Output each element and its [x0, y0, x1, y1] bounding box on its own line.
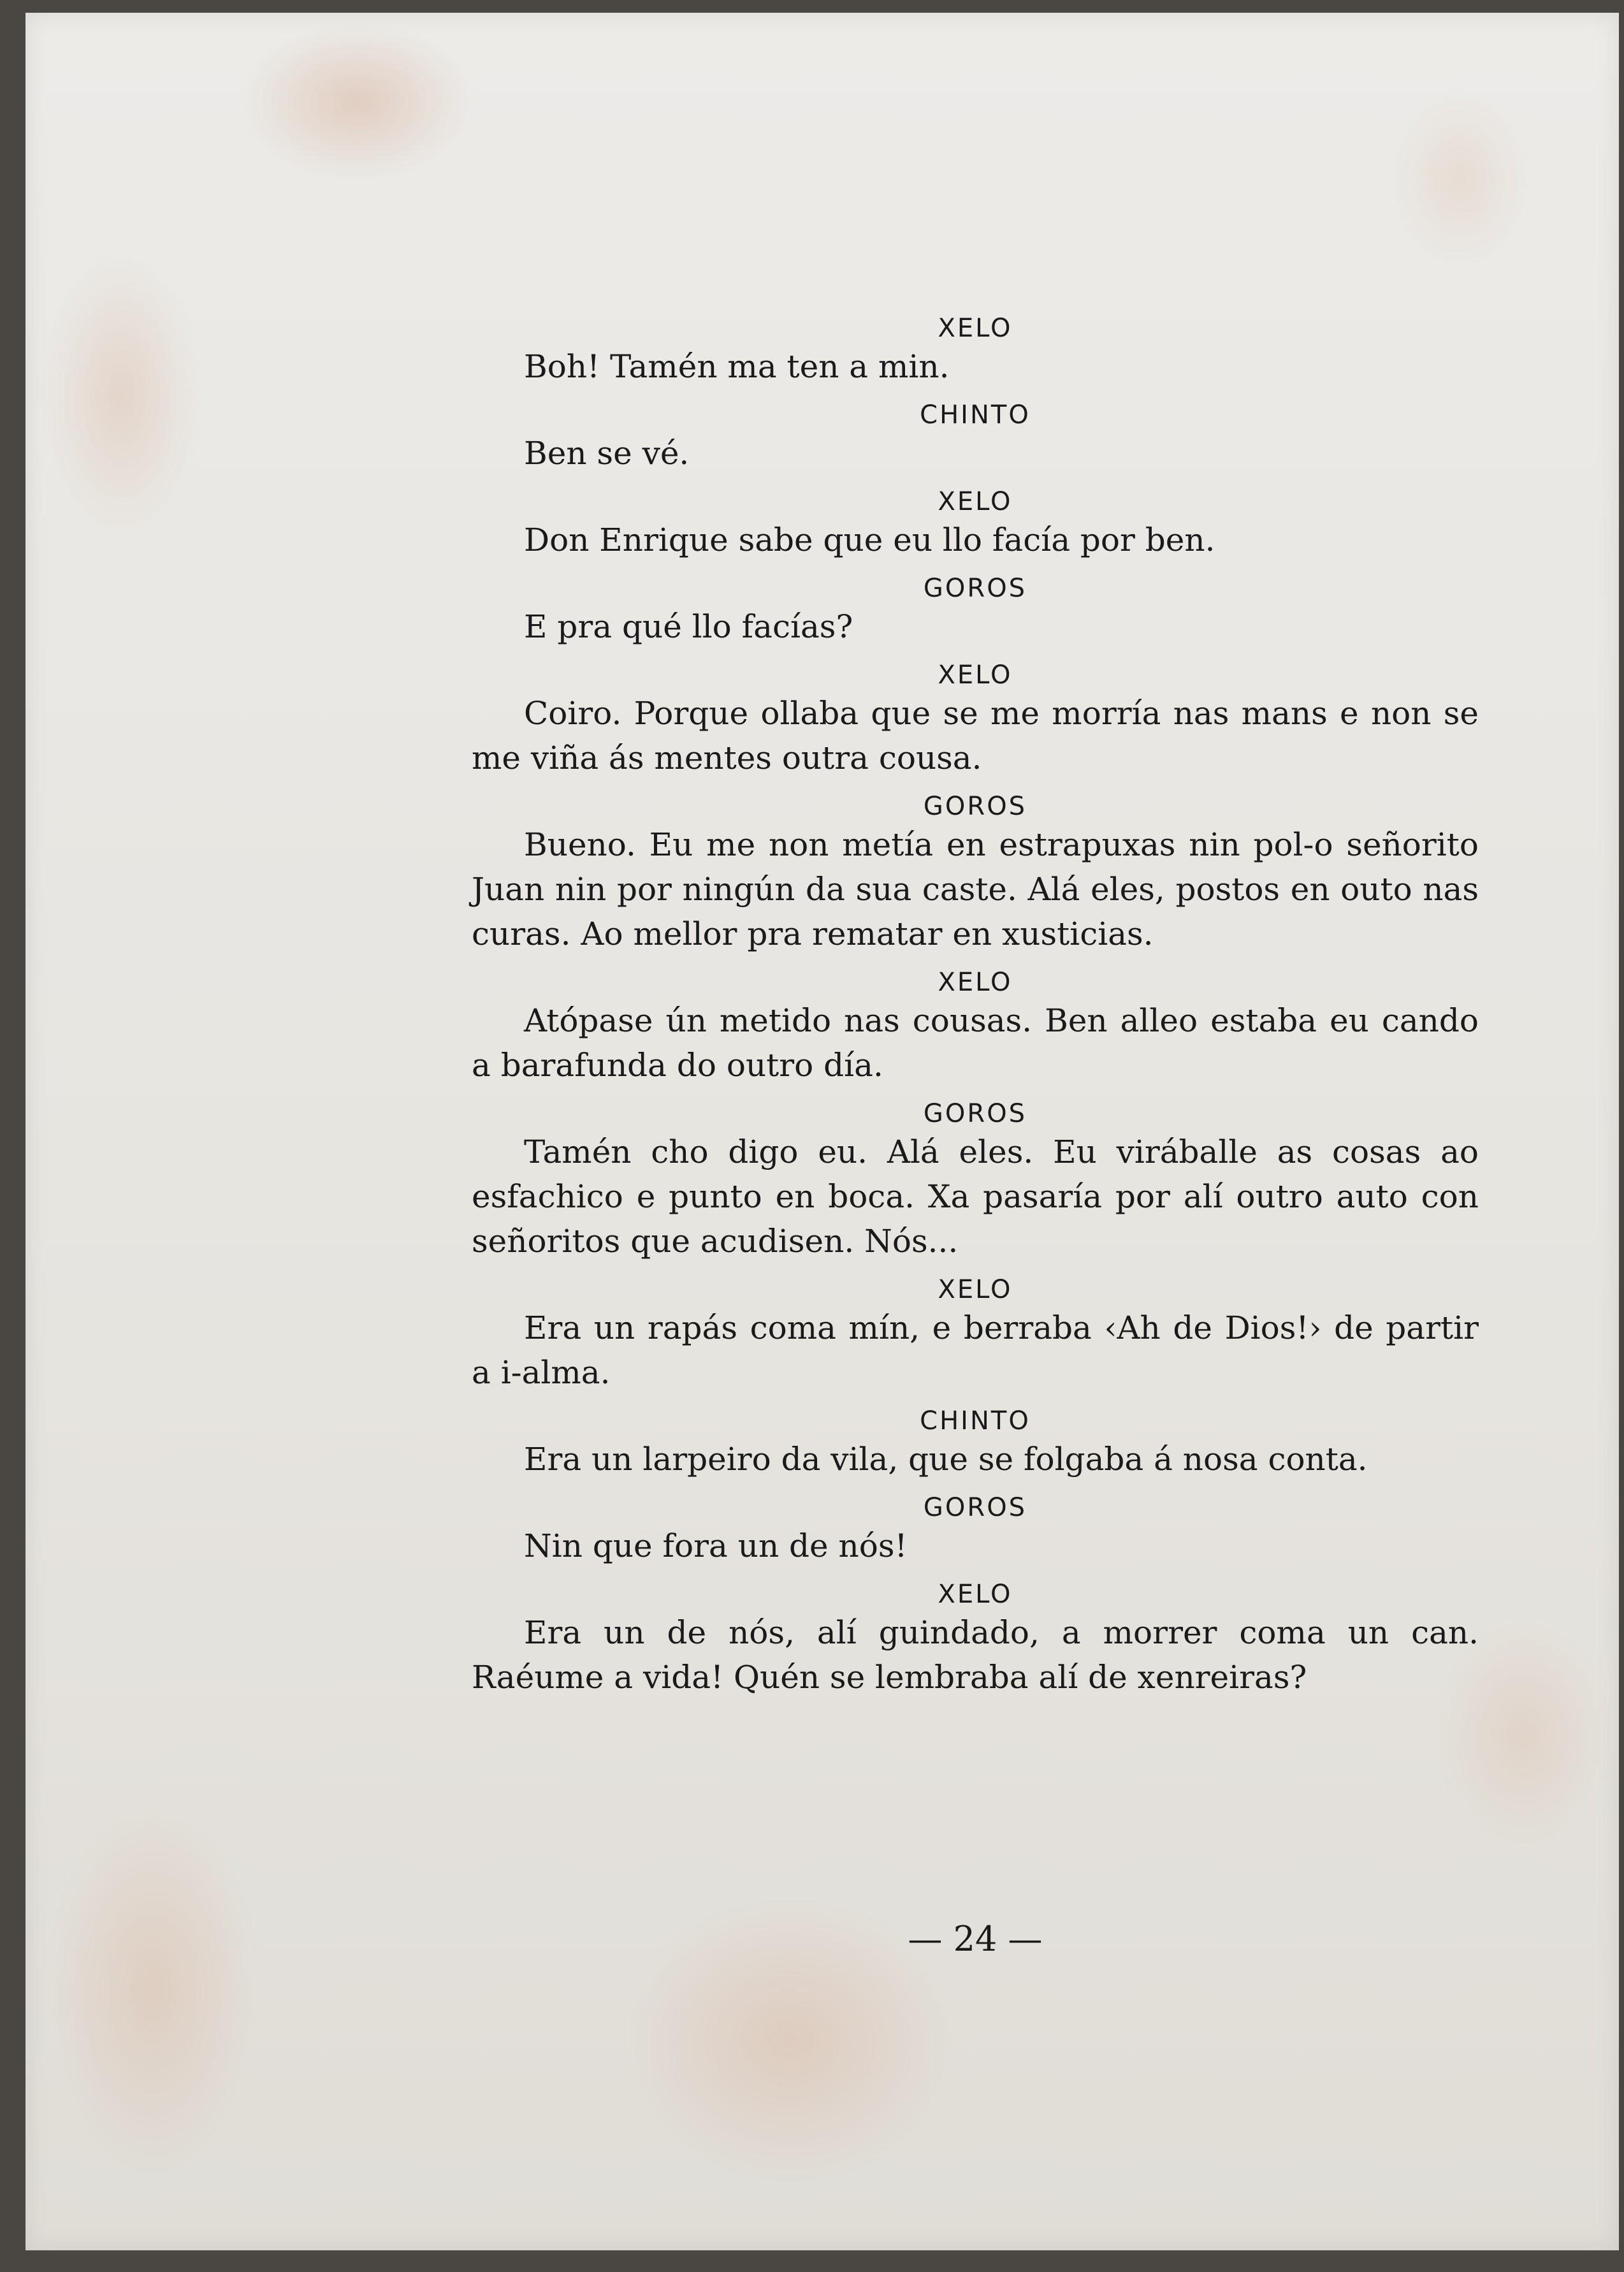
speaker-name: XELO — [938, 487, 1013, 516]
dialogue-line: Atópase ún metido nas cousas. Ben alleo estaba eu cando a barafunda do outro día. — [472, 1002, 1479, 1084]
book-page — [25, 13, 1619, 2250]
speaker-name: XELO — [938, 1580, 1013, 1609]
dialogue-line: Ben se vé. — [524, 435, 690, 472]
page-number: — 24 — — [908, 1919, 1043, 1959]
dialogue-line: Era un de nós, alí guindado, a morrer coma un can. Raéume a vida! Quén se lembraba alí de xenreiras? — [472, 1614, 1479, 1696]
dialogue-block — [472, 312, 1479, 1710]
speaker-name: GOROS — [923, 1493, 1027, 1522]
speaker-name: XELO — [938, 314, 1013, 343]
dialogue-line: Bueno. Eu me non metía en estrapuxas nin pol-o señorito Juan nin por ningún da sua caste. Alá eles, postos en outo nas curas. Ao mellor pra rematar en xusticias. — [472, 826, 1479, 952]
dialogue-line: Tamén cho digo eu. Alá eles. Eu viráballe as cosas ao esfachico e punto en boca. Xa pasaría por alí outro auto con señoritos que acudisen. Nós... — [472, 1133, 1479, 1260]
speaker-name: XELO — [938, 660, 1013, 690]
dialogue-line: Boh! Tamén ma ten a min. — [524, 348, 950, 385]
dialogue-line: Era un larpeiro da vila, que se folgaba á nosa conta. — [524, 1441, 1368, 1478]
speaker-name: GOROS — [923, 792, 1027, 821]
speaker-name: XELO — [938, 1275, 1013, 1304]
speaker-name: XELO — [938, 968, 1013, 997]
speaker-name: CHINTO — [920, 400, 1031, 430]
speaker-name: CHINTO — [920, 1406, 1031, 1436]
dialogue-line: Coiro. Porque ollaba que se me morría nas mans e non se me viña ás mentes outra cousa. — [472, 695, 1479, 776]
speaker-name: GOROS — [923, 1099, 1027, 1128]
dialogue-line: Era un rapás coma mín, e berraba ‹Ah de Dios!› de partir a i-alma. — [472, 1309, 1479, 1391]
speaker-name: GOROS — [923, 574, 1027, 603]
dialogue-line: E pra qué llo facías? — [524, 608, 853, 645]
dialogue-line: Nin que fora un de nós! — [524, 1527, 908, 1564]
dialogue-line: Don Enrique sabe que eu llo facía por ben. — [524, 521, 1215, 558]
